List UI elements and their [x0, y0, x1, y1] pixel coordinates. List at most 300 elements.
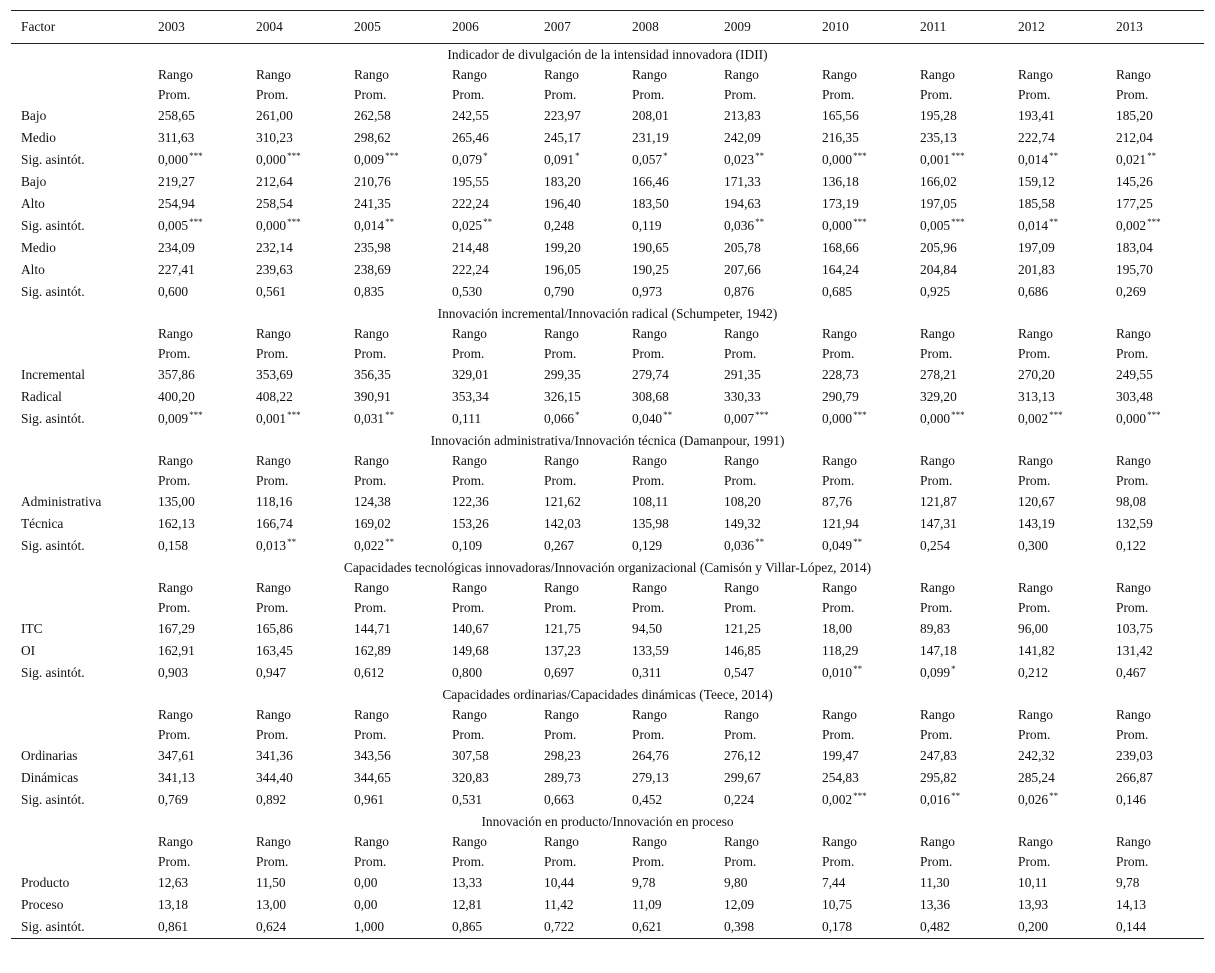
value-cell — [1008, 916, 1106, 939]
cell-value: 149,32 — [724, 516, 761, 531]
significance-stars: ** — [385, 537, 395, 547]
cell-value: 153,26 — [452, 516, 489, 531]
cell-value: 0,865 — [452, 919, 483, 934]
value-cell — [622, 491, 714, 513]
cell-value: 0,109 — [452, 538, 483, 553]
subheader-rango: Rango — [452, 834, 487, 849]
significance-stars: * — [663, 151, 668, 161]
rank-subheader-cell — [812, 65, 910, 105]
cell-value: 0,049 — [822, 538, 853, 553]
cell-value: 87,76 — [822, 494, 853, 509]
section-title: Innovación administrativa/Innovación técnica (Damanpour, 1991) — [430, 432, 785, 448]
subheader-rango: Rango — [632, 67, 667, 82]
value-cell — [714, 364, 812, 386]
cell-value: 258,54 — [256, 196, 293, 211]
table-row — [11, 513, 1204, 535]
value-cell — [1106, 894, 1204, 916]
subheader-rango: Rango — [256, 834, 291, 849]
value-cell — [1106, 872, 1204, 894]
header-year: 2009 — [724, 19, 751, 34]
value-cell — [714, 171, 812, 193]
value-cell — [344, 408, 442, 430]
cell-value: 227,41 — [158, 262, 195, 277]
value-cell — [534, 662, 622, 684]
rank-subheader-cell — [344, 578, 442, 618]
value-cell — [910, 408, 1008, 430]
value-cell — [344, 215, 442, 237]
value-cell — [622, 408, 714, 430]
value-cell — [534, 386, 622, 408]
value-cell — [812, 662, 910, 684]
rank-subheader-cell — [1106, 578, 1204, 618]
value-cell — [534, 281, 622, 303]
value-cell — [622, 789, 714, 811]
value-cell — [344, 105, 442, 127]
cell-value: 329,01 — [452, 367, 489, 382]
value-cell — [344, 640, 442, 662]
significance-stars: ** — [1147, 151, 1157, 161]
cell-value: 94,50 — [632, 621, 663, 636]
row-label: Radical — [21, 389, 62, 404]
cell-value: 0,158 — [158, 538, 189, 553]
cell-value: 196,05 — [544, 262, 581, 277]
section-title-row — [11, 430, 1204, 451]
table-row — [11, 149, 1204, 171]
cell-value: 0,057 — [632, 152, 663, 167]
cell-value: 120,67 — [1018, 494, 1055, 509]
cell-value: 261,00 — [256, 108, 293, 123]
value-cell — [534, 618, 622, 640]
cell-value: 0,099 — [920, 665, 951, 680]
value-cell — [910, 281, 1008, 303]
cell-value: 0,621 — [632, 919, 663, 934]
table-row — [11, 281, 1204, 303]
cell-value: 0,973 — [632, 284, 663, 299]
value-cell — [622, 259, 714, 281]
cell-value: 344,65 — [354, 770, 391, 785]
rank-subheader-cell — [246, 705, 344, 745]
significance-stars: *** — [287, 410, 301, 420]
significance-stars: *** — [853, 217, 867, 227]
rank-subheader-cell — [812, 578, 910, 618]
value-cell — [812, 535, 910, 557]
rank-subheader-cell — [1106, 324, 1204, 364]
cell-value: 164,24 — [822, 262, 859, 277]
header-year: 2004 — [256, 19, 283, 34]
cell-value: 223,97 — [544, 108, 581, 123]
row-label: Producto — [21, 875, 70, 890]
cell-value: 195,28 — [920, 108, 957, 123]
cell-value: 285,24 — [1018, 770, 1055, 785]
subheader-prom: Prom. — [544, 854, 577, 869]
subheader-rango: Rango — [354, 580, 389, 595]
significance-stars: *** — [853, 151, 867, 161]
subheader-rango: Rango — [452, 707, 487, 722]
value-cell — [148, 215, 246, 237]
cell-value: 408,22 — [256, 389, 293, 404]
value-cell — [148, 237, 246, 259]
value-cell — [1106, 745, 1204, 767]
results-table-container — [11, 10, 1204, 939]
value-cell — [344, 193, 442, 215]
row-label: Dinámicas — [21, 770, 79, 785]
value-cell — [812, 640, 910, 662]
rank-subheader-cell — [622, 451, 714, 491]
cell-value: 12,81 — [452, 897, 483, 912]
value-cell — [442, 618, 534, 640]
significance-stars: *** — [287, 151, 301, 161]
rank-subheader-cell — [534, 451, 622, 491]
cell-value: 390,91 — [354, 389, 391, 404]
rank-subheader-cell — [344, 324, 442, 364]
table-row — [11, 259, 1204, 281]
value-cell — [622, 105, 714, 127]
cell-value: 0,269 — [1116, 284, 1147, 299]
value-cell — [910, 386, 1008, 408]
subheader-prom: Prom. — [452, 473, 485, 488]
cell-value: 343,56 — [354, 748, 391, 763]
value-cell — [246, 237, 344, 259]
cell-value: 121,62 — [544, 494, 581, 509]
cell-value: 0,00 — [354, 875, 378, 890]
subheader-rango: Rango — [544, 453, 579, 468]
cell-value: 347,61 — [158, 748, 195, 763]
section-title-row — [11, 303, 1204, 324]
cell-value: 0,561 — [256, 284, 287, 299]
cell-value: 177,25 — [1116, 196, 1153, 211]
value-cell — [714, 127, 812, 149]
subheader-prom: Prom. — [544, 346, 577, 361]
cell-value: 0,000 — [822, 218, 853, 233]
value-cell — [442, 789, 534, 811]
value-cell — [714, 215, 812, 237]
value-cell — [1106, 491, 1204, 513]
cell-value: 0,001 — [920, 152, 951, 167]
value-cell — [1106, 618, 1204, 640]
table-row — [11, 640, 1204, 662]
value-cell — [246, 513, 344, 535]
table-row — [11, 491, 1204, 513]
cell-value: 0,482 — [920, 919, 951, 934]
value-cell — [148, 105, 246, 127]
cell-value: 303,48 — [1116, 389, 1153, 404]
row-label: Bajo — [21, 174, 47, 189]
value-cell — [714, 386, 812, 408]
value-cell — [714, 535, 812, 557]
section-title: Innovación incremental/Innovación radical (Schumpeter, 1942) — [437, 305, 778, 321]
value-cell — [344, 789, 442, 811]
value-cell — [910, 171, 1008, 193]
subheader-prom: Prom. — [1018, 346, 1051, 361]
header-factor: Factor — [21, 19, 56, 34]
subheader-rango: Rango — [256, 326, 291, 341]
value-cell — [812, 916, 910, 939]
cell-value: 11,30 — [920, 875, 950, 890]
value-cell — [534, 259, 622, 281]
cell-value: 289,73 — [544, 770, 581, 785]
value-cell — [622, 745, 714, 767]
rank-subheader-cell — [622, 832, 714, 872]
value-cell — [1106, 171, 1204, 193]
cell-value: 0,023 — [724, 152, 755, 167]
subheader-prom: Prom. — [1018, 473, 1051, 488]
cell-value: 238,69 — [354, 262, 391, 277]
subheader-prom: Prom. — [354, 87, 387, 102]
cell-value: 143,19 — [1018, 516, 1055, 531]
cell-value: 0,686 — [1018, 284, 1049, 299]
cell-value: 0,036 — [724, 538, 755, 553]
value-cell — [1106, 193, 1204, 215]
cell-value: 0,040 — [632, 411, 663, 426]
header-year: 2012 — [1018, 19, 1045, 34]
cell-value: 254,94 — [158, 196, 195, 211]
value-cell — [622, 281, 714, 303]
subheader-rango: Rango — [452, 67, 487, 82]
value-cell — [246, 215, 344, 237]
cell-value: 147,31 — [920, 516, 957, 531]
value-cell — [442, 364, 534, 386]
significance-stars: * — [951, 664, 956, 674]
rank-subheader-row — [11, 451, 1204, 491]
cell-value: 357,86 — [158, 367, 195, 382]
cell-value: 320,83 — [452, 770, 489, 785]
cell-value: 290,79 — [822, 389, 859, 404]
subheader-prom: Prom. — [544, 600, 577, 615]
cell-value: 0,790 — [544, 284, 575, 299]
cell-value: 0,925 — [920, 284, 951, 299]
cell-value: 0,300 — [1018, 538, 1049, 553]
rank-subheader-cell — [534, 65, 622, 105]
cell-value: 133,59 — [632, 643, 669, 658]
value-cell — [1008, 872, 1106, 894]
cell-value: 10,11 — [1018, 875, 1048, 890]
subheader-prom: Prom. — [1116, 346, 1149, 361]
value-cell — [1008, 237, 1106, 259]
value-cell — [442, 872, 534, 894]
subheader-rango: Rango — [1116, 67, 1151, 82]
value-cell — [714, 916, 812, 939]
row-label: Sig. asintót. — [21, 538, 85, 553]
significance-stars: *** — [951, 410, 965, 420]
subheader-rango: Rango — [256, 580, 291, 595]
value-cell — [442, 408, 534, 430]
value-cell — [1106, 916, 1204, 939]
subheader-rango: Rango — [920, 580, 955, 595]
cell-value: 214,48 — [452, 240, 489, 255]
value-cell — [442, 535, 534, 557]
cell-value: 168,66 — [822, 240, 859, 255]
value-cell — [714, 408, 812, 430]
cell-value: 162,91 — [158, 643, 195, 658]
cell-value: 278,21 — [920, 367, 957, 382]
subheader-rango: Rango — [724, 67, 759, 82]
value-cell — [442, 171, 534, 193]
value-cell — [910, 535, 1008, 557]
significance-stars: ** — [287, 537, 297, 547]
value-cell — [1106, 789, 1204, 811]
value-cell — [534, 535, 622, 557]
cell-value: 231,19 — [632, 130, 669, 145]
value-cell — [534, 105, 622, 127]
significance-stars: *** — [189, 410, 203, 420]
value-cell — [714, 767, 812, 789]
subheader-prom: Prom. — [822, 600, 855, 615]
cell-value: 239,63 — [256, 262, 293, 277]
value-cell — [148, 149, 246, 171]
cell-value: 166,46 — [632, 174, 669, 189]
rank-subheader-cell — [246, 832, 344, 872]
row-label: ITC — [21, 621, 43, 636]
value-cell — [1008, 193, 1106, 215]
table-row — [11, 127, 1204, 149]
value-cell — [910, 364, 1008, 386]
cell-value: 146,85 — [724, 643, 761, 658]
subheader-prom: Prom. — [354, 854, 387, 869]
cell-value: 140,67 — [452, 621, 489, 636]
cell-value: 0,248 — [544, 218, 575, 233]
table-row — [11, 105, 1204, 127]
value-cell — [910, 105, 1008, 127]
cell-value: 167,29 — [158, 621, 195, 636]
value-cell — [442, 105, 534, 127]
cell-value: 0,119 — [632, 218, 662, 233]
subheader-rango: Rango — [544, 707, 579, 722]
subheader-rango: Rango — [1116, 580, 1151, 595]
cell-value: 0,000 — [822, 152, 853, 167]
table-row — [11, 535, 1204, 557]
cell-value: 341,36 — [256, 748, 293, 763]
table-row — [11, 916, 1204, 939]
subheader-prom: Prom. — [1116, 727, 1149, 742]
table-row — [11, 237, 1204, 259]
cell-value: 0,769 — [158, 792, 189, 807]
cell-value: 235,13 — [920, 130, 957, 145]
cell-value: 0,903 — [158, 665, 189, 680]
cell-value: 0,144 — [1116, 919, 1147, 934]
value-cell — [148, 640, 246, 662]
rank-subheader-cell — [344, 705, 442, 745]
cell-value: 210,76 — [354, 174, 391, 189]
cell-value: 205,78 — [724, 240, 761, 255]
cell-value: 205,96 — [920, 240, 957, 255]
significance-stars: ** — [1049, 151, 1059, 161]
table-row — [11, 872, 1204, 894]
cell-value: 298,62 — [354, 130, 391, 145]
value-cell — [812, 364, 910, 386]
significance-stars: *** — [189, 217, 203, 227]
cell-value: 400,20 — [158, 389, 195, 404]
value-cell — [246, 105, 344, 127]
cell-value: 241,35 — [354, 196, 391, 211]
cell-value: 108,11 — [632, 494, 669, 509]
value-cell — [714, 513, 812, 535]
value-cell — [910, 640, 1008, 662]
significance-stars: * — [575, 410, 580, 420]
rank-subheader-cell — [246, 578, 344, 618]
cell-value: 144,71 — [354, 621, 391, 636]
cell-value: 0,079 — [452, 152, 483, 167]
subheader-prom: Prom. — [822, 346, 855, 361]
value-cell — [344, 237, 442, 259]
value-cell — [812, 105, 910, 127]
subheader-prom: Prom. — [158, 727, 191, 742]
value-cell — [812, 281, 910, 303]
cell-value: 13,93 — [1018, 897, 1049, 912]
cell-value: 245,17 — [544, 130, 581, 145]
subheader-rango: Rango — [256, 707, 291, 722]
table-row — [11, 386, 1204, 408]
subheader-prom: Prom. — [158, 87, 191, 102]
cell-value: 159,12 — [1018, 174, 1055, 189]
row-label: Ordinarias — [21, 748, 78, 763]
cell-value: 166,74 — [256, 516, 293, 531]
row-label: Medio — [21, 130, 56, 145]
subheader-prom: Prom. — [1018, 854, 1051, 869]
cell-value: 0,000 — [256, 152, 287, 167]
cell-value: 0,005 — [158, 218, 189, 233]
cell-value: 142,03 — [544, 516, 581, 531]
cell-value: 0,146 — [1116, 792, 1147, 807]
cell-value: 295,82 — [920, 770, 957, 785]
cell-value: 279,74 — [632, 367, 669, 382]
cell-value: 0,007 — [724, 411, 755, 426]
subheader-rango: Rango — [354, 67, 389, 82]
value-cell — [1008, 662, 1106, 684]
cell-value: 124,38 — [354, 494, 391, 509]
subheader-prom: Prom. — [354, 473, 387, 488]
value-cell — [910, 767, 1008, 789]
cell-value: 137,23 — [544, 643, 581, 658]
significance-stars: ** — [853, 537, 863, 547]
subheader-prom: Prom. — [632, 87, 665, 102]
cell-value: 0,009 — [354, 152, 385, 167]
cell-value: 135,00 — [158, 494, 195, 509]
rank-subheader-cell — [534, 578, 622, 618]
cell-value: 13,33 — [452, 875, 483, 890]
value-cell — [246, 535, 344, 557]
subheader-prom: Prom. — [724, 87, 757, 102]
value-cell — [622, 618, 714, 640]
value-cell — [714, 745, 812, 767]
value-cell — [534, 789, 622, 811]
significance-stars: ** — [951, 791, 961, 801]
value-cell — [534, 237, 622, 259]
row-label: Sig. asintót. — [21, 411, 85, 426]
cell-value: 291,35 — [724, 367, 761, 382]
cell-value: 132,59 — [1116, 516, 1153, 531]
cell-value: 0,254 — [920, 538, 951, 553]
value-cell — [622, 640, 714, 662]
rank-subheader-cell — [910, 832, 1008, 872]
value-cell — [534, 513, 622, 535]
cell-value: 1,000 — [354, 919, 385, 934]
significance-stars: *** — [1049, 410, 1063, 420]
subheader-rango: Rango — [256, 67, 291, 82]
cell-value: 0,002 — [1018, 411, 1049, 426]
cell-value: 0,178 — [822, 919, 853, 934]
subheader-prom: Prom. — [256, 87, 289, 102]
value-cell — [534, 127, 622, 149]
cell-value: 98,08 — [1116, 494, 1147, 509]
significance-stars: ** — [755, 217, 765, 227]
cell-value: 118,16 — [256, 494, 293, 509]
cell-value: 0,663 — [544, 792, 575, 807]
value-cell — [812, 215, 910, 237]
cell-value: 219,27 — [158, 174, 195, 189]
rank-subheader-cell — [622, 705, 714, 745]
cell-value: 18,00 — [822, 621, 853, 636]
value-cell — [1008, 408, 1106, 430]
